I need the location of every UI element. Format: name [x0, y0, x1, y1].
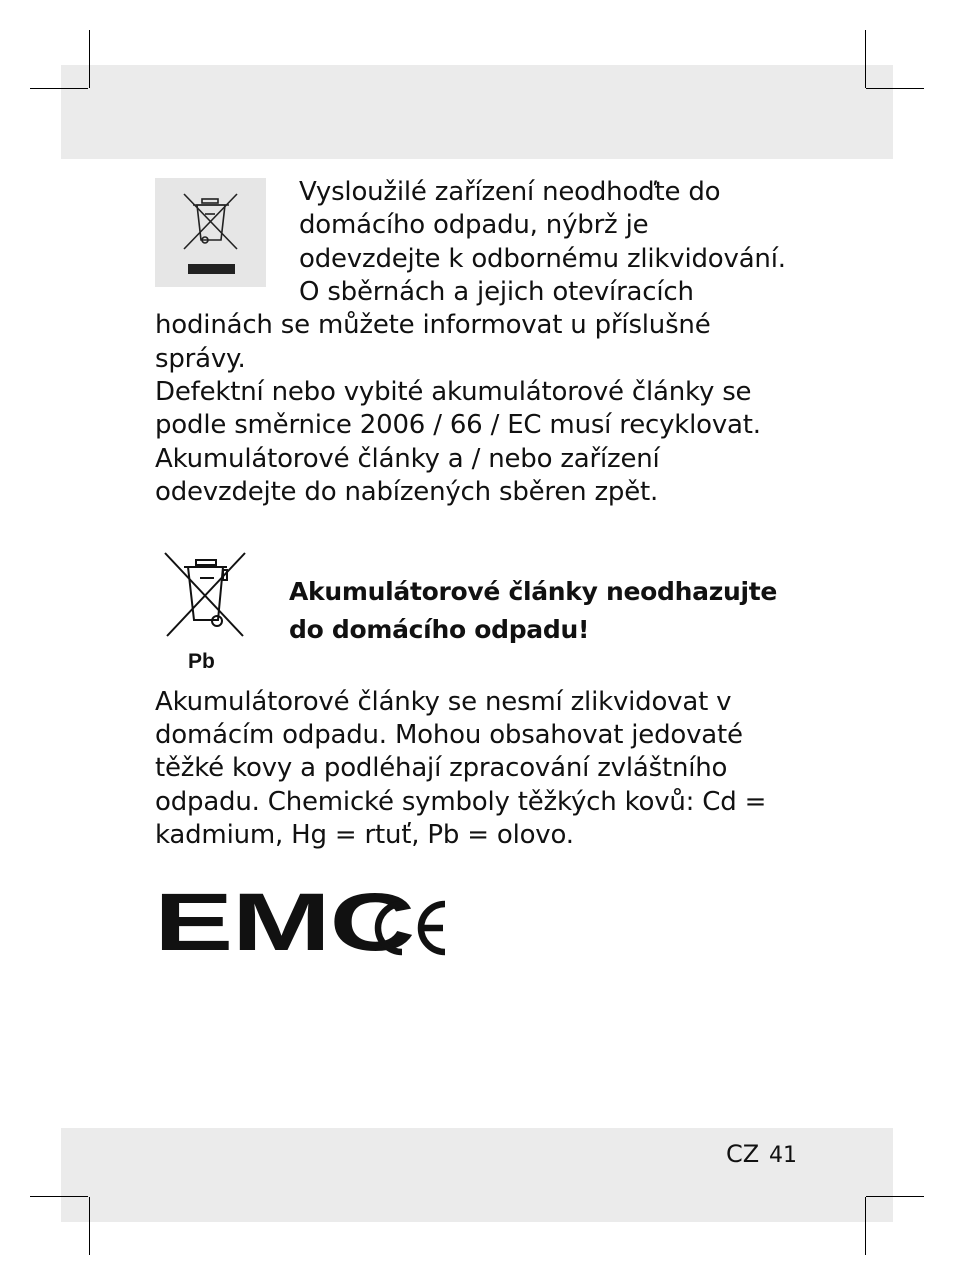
text-line: kadmium, Hg = rtuť, Pb = olovo.	[155, 820, 574, 850]
crop-mark	[866, 1196, 924, 1197]
ce-mark-icon	[368, 900, 450, 956]
crop-mark	[30, 88, 88, 89]
text-line: odevzdejte do nabízených sběren zpět.	[155, 477, 659, 507]
emc-mark: EMC	[154, 877, 414, 968]
weee-crossed-bin-icon	[155, 178, 266, 287]
text-line: Akumulátorové články a / nebo zařízení	[155, 444, 660, 474]
text-line: Akumulátorové články se nesmí zlikvidovat v	[155, 687, 732, 717]
text-line: domácího odpadu, nýbrž je	[299, 210, 649, 240]
crop-mark	[89, 30, 90, 88]
heading-line: do domácího odpadu!	[289, 615, 590, 644]
crop-mark	[30, 1196, 88, 1197]
text-line: správy.	[155, 344, 246, 374]
text-line: odpadu. Chemické symboly těžkých kovů: Cd =	[155, 787, 767, 817]
text-line: domácím odpadu. Mohou obsahovat jedovaté	[155, 720, 743, 750]
text-line: odevzdejte k odbornému zlikvidování.	[299, 244, 786, 274]
crop-mark	[89, 1197, 90, 1255]
crop-mark	[865, 30, 866, 88]
text-line: těžké kovy a podléhají zpracování zvláštního	[155, 753, 728, 783]
header-band	[61, 65, 893, 159]
page-number: 41	[769, 1143, 797, 1168]
text-line: Defektní nebo vybité akumulátorové články se	[155, 377, 752, 407]
text-line: O sběrnách a jejich otevíracích	[299, 277, 694, 307]
weee-icon-box	[155, 178, 266, 287]
language-code: CZ	[726, 1140, 760, 1168]
crop-mark	[865, 1197, 866, 1255]
pb-label: Pb	[188, 650, 215, 673]
text-line: podle směrnice 2006 / 66 / EC musí recyklovat.	[155, 410, 761, 440]
text-line: hodinách se můžete informovat u příslušné	[155, 310, 711, 340]
crop-mark	[866, 88, 924, 89]
text-line: Vysloužilé zařízení neodhoďte do	[299, 177, 721, 207]
heading-line: Akumulátorové články neodhazujte	[289, 577, 778, 606]
battery-disposal-crossed-bin-icon	[160, 550, 250, 642]
